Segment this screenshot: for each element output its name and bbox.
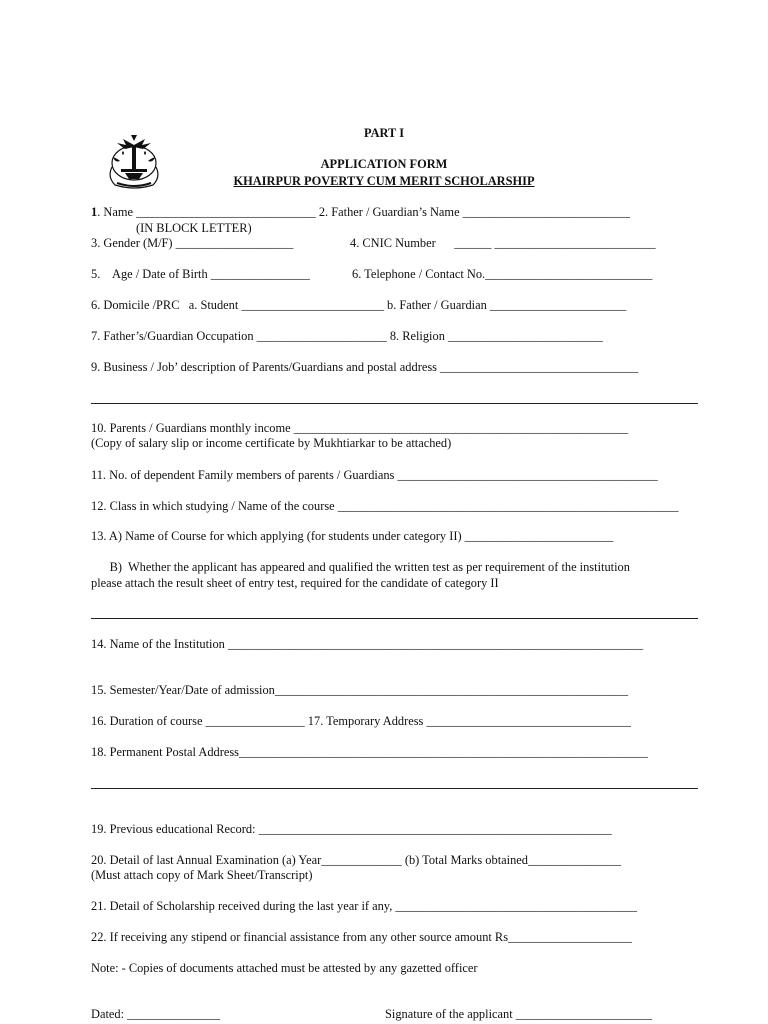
dependents-field[interactable]: 11. No. of dependent Family members of parents / Guardians __________________________________________	[91, 468, 658, 482]
blank-line[interactable]	[91, 403, 698, 404]
gender-field[interactable]: 3. Gender (M/F) ___________________	[91, 236, 294, 250]
dated-field[interactable]: Dated: _______________	[91, 1007, 221, 1021]
scholarship-received-field[interactable]: 21. Detail of Scholarship received during the last year if any, _______________________________________	[91, 899, 638, 913]
business-description-field[interactable]: 9. Business / Job’ description of Parents/Guardians and postal address ________________________________	[91, 360, 639, 374]
duration-address-field[interactable]: 16. Duration of course ________________ 17. Temporary Address _________________________________	[91, 714, 631, 728]
institution-field[interactable]: 14. Name of the Institution ___________________________________________________________________	[91, 637, 644, 651]
part-heading: PART I	[363, 126, 405, 140]
occupation-religion-field[interactable]: 7. Father’s/Guardian Occupation _____________________ 8. Religion _________________________	[91, 329, 603, 343]
form-title: APPLICATION FORM	[320, 157, 448, 171]
monthly-income-field[interactable]: 10. Parents / Guardians monthly income ______________________________________________________	[91, 421, 629, 435]
blank-line[interactable]	[91, 618, 698, 619]
education-record-field[interactable]: 19. Previous educational Record: _________________________________________________________	[91, 822, 612, 836]
signature-field[interactable]: Signature of the applicant ______________________	[385, 1007, 653, 1021]
permanent-address-field[interactable]: 18. Permanent Postal Address__________________________________________________________________	[91, 745, 648, 759]
form-subtitle: KHAIRPUR POVERTY CUM MERIT SCHOLARSHIP	[233, 174, 535, 188]
attestation-note: Note: - Copies of documents attached must be attested by any gazetted officer	[91, 961, 478, 975]
annual-exam-field[interactable]: 20. Detail of last Annual Examination (a) Year_____________ (b) Total Marks obtained_______________	[91, 853, 621, 867]
written-test-question-cont: please attach the result sheet of entry test, required for the candidate of category II	[91, 576, 499, 590]
block-letter-hint: (IN BLOCK LETTER)	[136, 221, 252, 235]
course-applying-field[interactable]: 13. A) Name of Course for which applying (for students under category II) ________________________	[91, 529, 614, 543]
class-course-field[interactable]: 12. Class in which studying / Name of the course _______________________________________________________	[91, 499, 679, 513]
field-label: . Name _____________________________ 2. Father / Guardian’s Name ___________________________	[97, 205, 630, 219]
stipend-field[interactable]: 22. If receiving any stipend or financial assistance from any other source amount Rs____________________	[91, 930, 632, 944]
income-note: (Copy of salary slip or income certificate by Mukhtiarkar to be attached)	[91, 436, 452, 450]
cnic-field[interactable]: 4. CNIC Number ______ __________________________	[350, 236, 656, 250]
name-and-father-field[interactable]	[91, 205, 630, 220]
domicile-field[interactable]: 6. Domicile /PRC a. Student _______________________ b. Father / Guardian ______________________	[91, 298, 627, 312]
mark-sheet-note: (Must attach copy of Mark Sheet/Transcript)	[91, 868, 313, 882]
age-dob-field[interactable]: 5. Age / Date of Birth ________________	[91, 267, 310, 281]
telephone-field[interactable]: 6. Telephone / Contact No.___________________________	[352, 267, 653, 281]
admission-field[interactable]: 15. Semester/Year/Date of admission_________________________________________________________	[91, 683, 629, 697]
written-test-question: B) Whether the applicant has appeared and qualified the written test as per requirement of the institution	[91, 560, 630, 574]
blank-line[interactable]	[91, 788, 698, 789]
field-number: 1	[91, 205, 98, 219]
